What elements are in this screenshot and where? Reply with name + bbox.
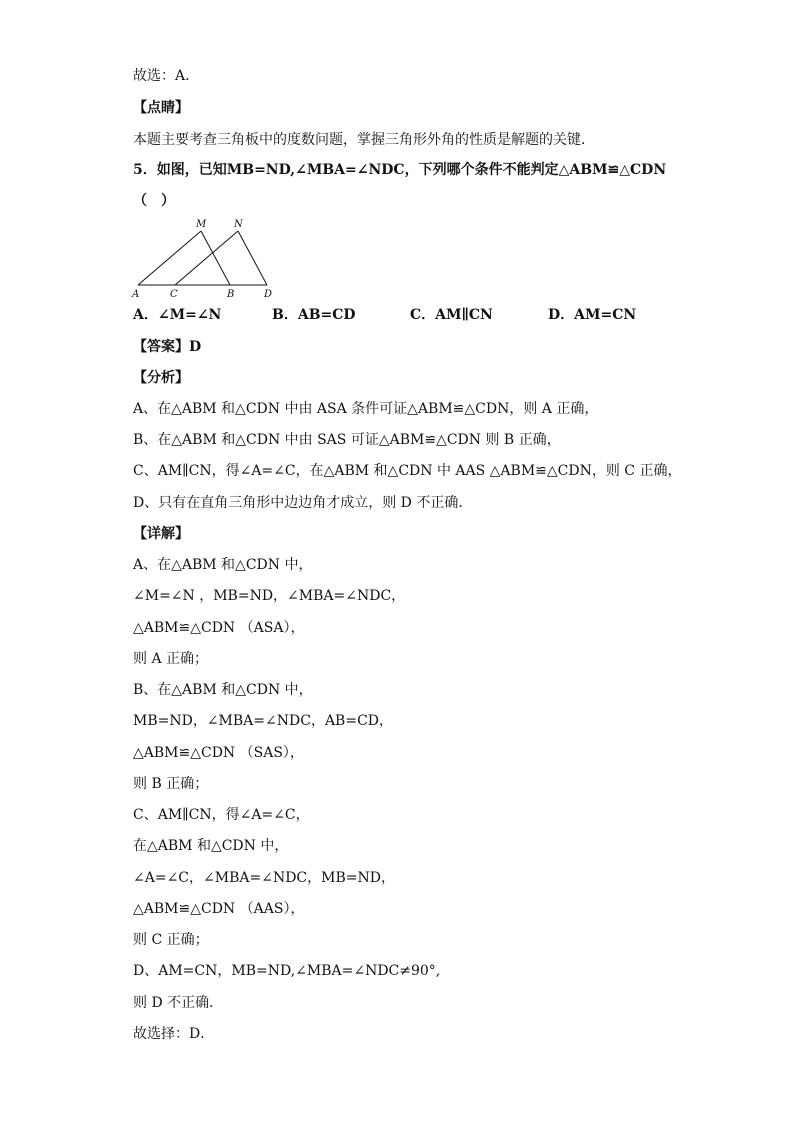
- text-line: 故选：A．: [133, 68, 200, 84]
- segment-cn: [175, 231, 238, 285]
- text-line: ∠A=∠C，∠MBA=∠NDC，MB=ND，: [133, 870, 395, 886]
- text-line: 则 D 不正确．: [133, 995, 224, 1011]
- segment-mb: [201, 231, 230, 285]
- text-line: 【点睛】: [133, 100, 189, 116]
- triangle-figure: [128, 212, 278, 304]
- text-line: C、AM∥CN，得∠A=∠C，在△ABM 和△CDN 中 AAS △ABM≌△CDN，则 C 正确，: [133, 463, 682, 479]
- answer-option: B．AB=CD: [272, 307, 356, 323]
- text-line: 则 C 正确；: [133, 932, 209, 948]
- label-b: B: [227, 289, 235, 300]
- text-line: C、AM∥CN，得∠A=∠C，: [133, 807, 310, 823]
- text-line: 【分析】: [133, 370, 189, 386]
- text-line: 5．如图，已知MB=ND,∠MBA=∠NDC，下列哪个条件不能判定△ABM≌△CDN: [133, 162, 667, 178]
- segment-nd: [238, 231, 267, 285]
- text-line: 【答案】D: [133, 339, 202, 355]
- text-line: A、在△ABM 和△CDN 中由 ASA 条件可证△ABM≌△CDN，则 A 正确，: [133, 401, 599, 417]
- text-line: 故选择：D．: [133, 1026, 215, 1042]
- label-d: D: [264, 289, 273, 300]
- answer-option: A．∠M=∠N: [133, 307, 222, 323]
- text-line: 则 A 正确；: [133, 651, 209, 667]
- text-line: ∠M=∠N ，MB=ND，∠MBA=∠NDC，: [133, 588, 406, 604]
- text-line: D、AM=CN，MB=ND,∠MBA=∠NDC≠90°,: [133, 963, 441, 979]
- answer-option: D．AM=CN: [548, 307, 637, 323]
- text-line: 【详解】: [133, 526, 189, 542]
- text-line: B、在△ABM 和△CDN 中由 SAS 可证△ABM≌△CDN 则 B 正确，: [133, 432, 561, 448]
- text-line: 则 B 正确；: [133, 776, 209, 792]
- text-line: 在△ABM 和△CDN 中，: [133, 838, 289, 854]
- segment-am: [138, 231, 201, 285]
- text-line: MB=ND，∠MBA=∠NDC，AB=CD，: [133, 713, 394, 729]
- label-a: A: [132, 289, 140, 300]
- text-line: △ABM≌△CDN （AAS），: [133, 901, 305, 917]
- text-line: （ ）: [133, 193, 175, 209]
- label-c: C: [170, 289, 178, 300]
- text-line: 本题主要考查三角板中的度数问题，掌握三角形外角的性质是解题的关键．: [133, 132, 595, 148]
- text-line: △ABM≌△CDN （ASA），: [133, 620, 305, 636]
- text-line: A、在△ABM 和△CDN 中，: [133, 557, 313, 573]
- label-m: M: [196, 219, 207, 230]
- answer-option: C．AM∥CN: [410, 307, 493, 323]
- label-n: N: [234, 219, 243, 230]
- text-line: B、在△ABM 和△CDN 中，: [133, 682, 313, 698]
- text-line: D、只有在直角三角形中边边角才成立，则 D 不正确．: [133, 495, 473, 511]
- text-line: △ABM≌△CDN （SAS），: [133, 745, 304, 761]
